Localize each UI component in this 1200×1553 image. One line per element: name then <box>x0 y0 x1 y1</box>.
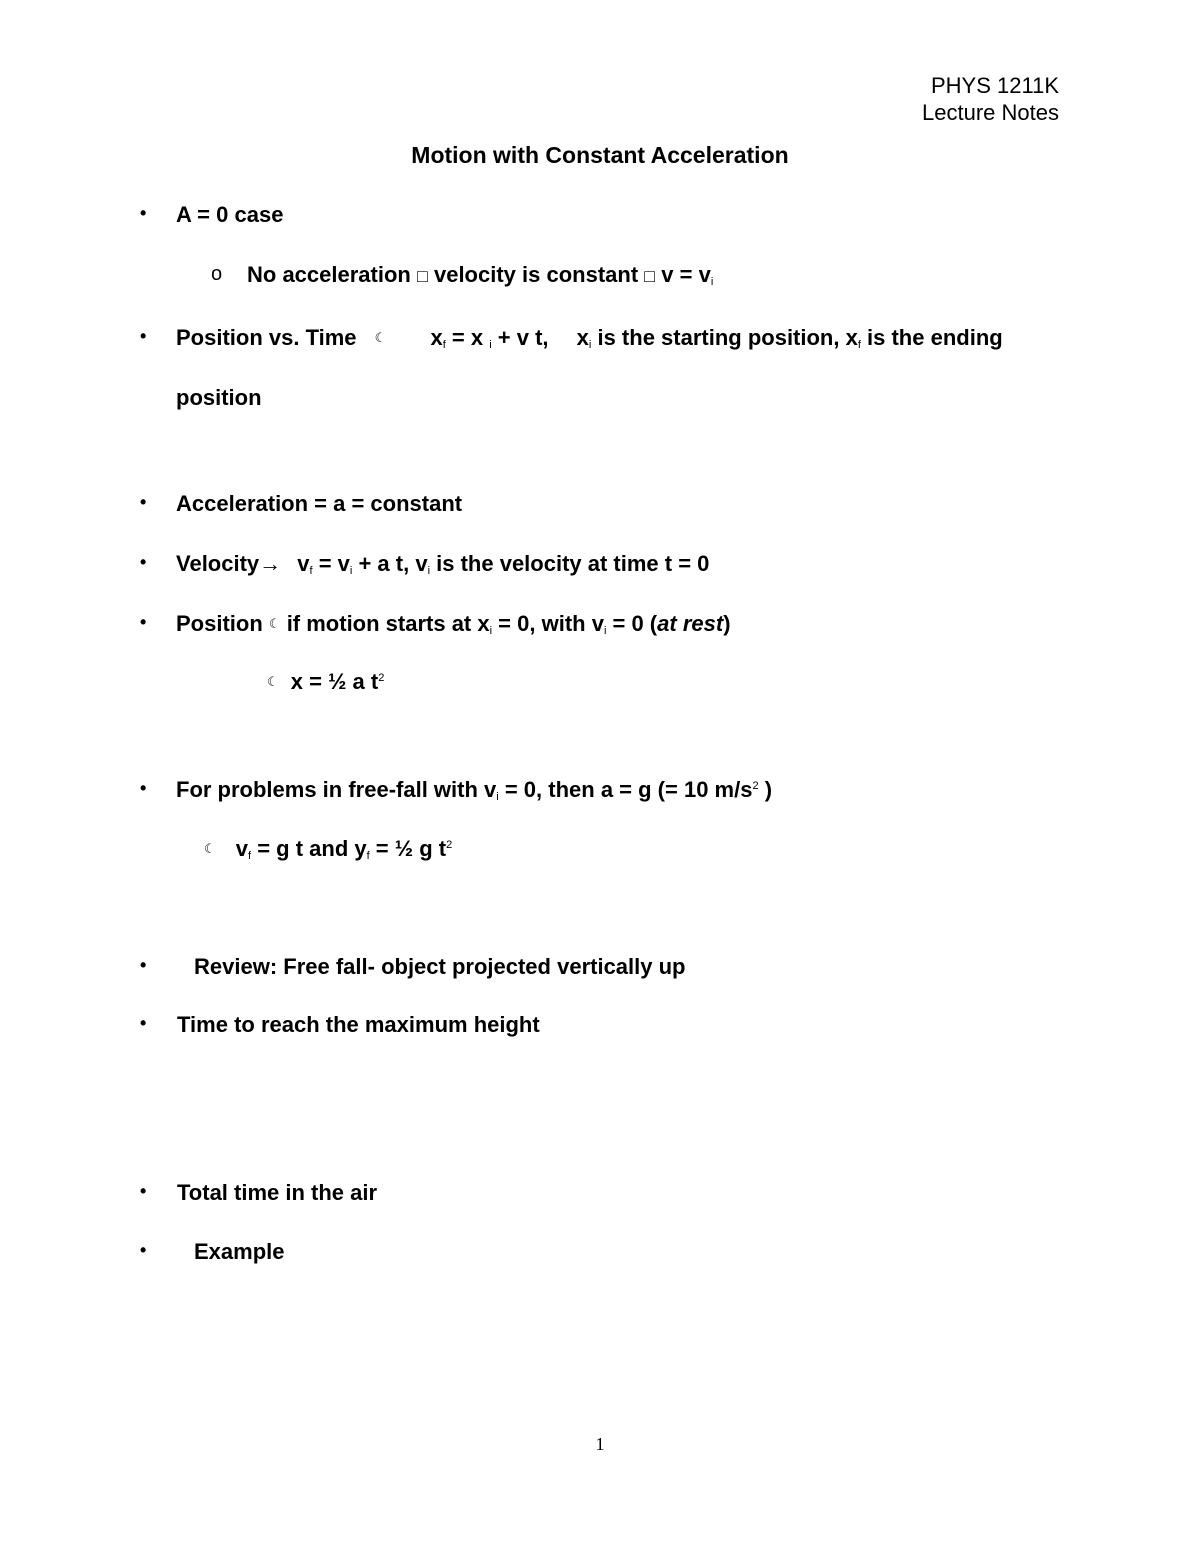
line-x-half-at2: ☾ x = ½ a $t^2$ <box>267 669 385 694</box>
moon-symbol: ☾ <box>268 616 281 631</box>
moon-symbol: ☾ <box>267 674 279 689</box>
box-symbol: □ <box>644 266 656 286</box>
line-vf-yf: ☾ $v_f = g$ t and $y_f$ = ½ g $t^2$ <box>204 836 453 862</box>
right-arrow-icon: → <box>259 551 282 576</box>
line-example: Example <box>194 1239 285 1264</box>
sub-bullet-1: o <box>211 263 223 285</box>
header-subtitle: Lecture Notes <box>922 100 1059 125</box>
bullet-7: • <box>140 955 147 975</box>
line-position-cont: position <box>176 385 262 410</box>
moon-symbol: ☾ <box>374 330 387 345</box>
line-acceleration: Acceleration = a = constant <box>176 491 463 516</box>
bullet-9: • <box>140 1181 147 1201</box>
bullet-8: • <box>140 1013 147 1033</box>
page-number: 1 <box>595 1434 605 1454</box>
page-title: Motion with Constant Acceleration <box>411 142 789 168</box>
line-review: Review: Free fall- object projected vertically up <box>194 954 686 979</box>
bullet-4: • <box>140 552 147 572</box>
line-time-max-height: Time to reach the maximum height <box>177 1012 540 1037</box>
bullet-5: • <box>140 612 147 632</box>
line-position-rest: Position ☾ if motion starts at $x_i = 0$, with $v_i = 0$ (at rest) <box>176 611 731 637</box>
line-a-zero-case: A = 0 case <box>176 202 284 227</box>
course-code: PHYS 1211K <box>930 73 1059 98</box>
bullet-3: • <box>140 492 147 512</box>
line-no-acceleration: No acceleration □ velocity is constant □ $v = v_i$ <box>247 262 714 288</box>
bullet-10: • <box>140 1240 147 1260</box>
line-total-time: Total time in the air <box>177 1180 378 1205</box>
moon-symbol: ☾ <box>204 841 216 856</box>
box-symbol: □ <box>416 266 428 286</box>
line-position-vs-time: Position vs. Time ☾ $x_f = x$ $_i$ + v t, $x_i$ is the starting position, $x_f$ is the ending <box>176 325 1003 351</box>
line-velocity: Velocity→ $v_f = v_i + a$ t, $v_i$ is the velocity at time t = 0 <box>176 551 710 577</box>
bullet-6: • <box>140 778 147 798</box>
bullet-1: • <box>140 203 147 223</box>
line-free-fall: For problems in free-fall with $v_i = 0$, then a = g (= 10 $m/s^2$ ) <box>176 777 773 803</box>
bullet-2: • <box>140 326 147 346</box>
